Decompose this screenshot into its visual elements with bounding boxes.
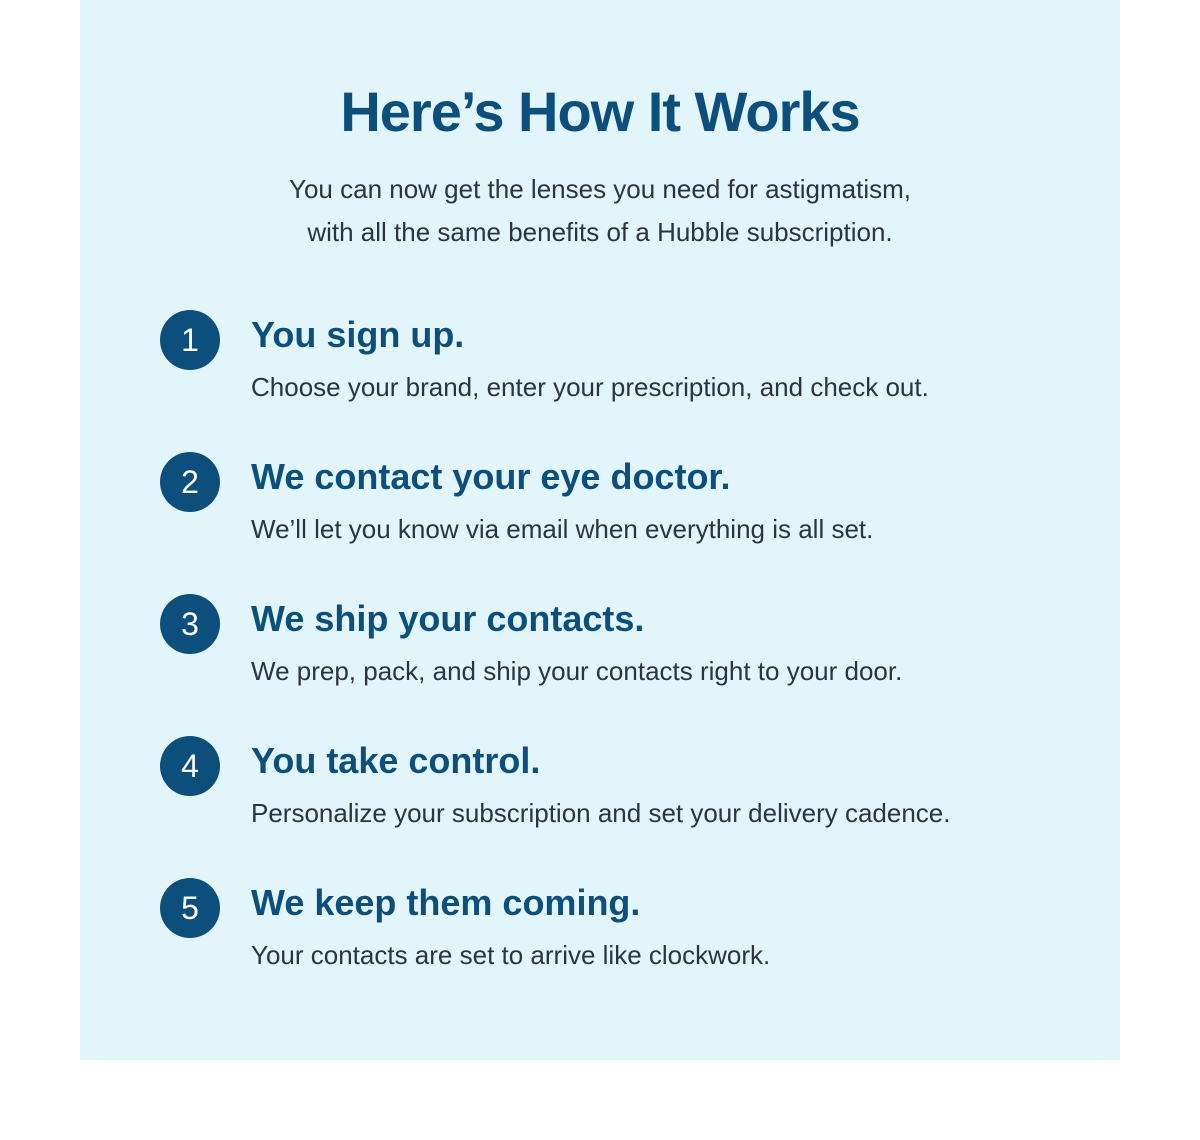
step-title: You take control. [251, 740, 541, 781]
step-description: We’ll let you know via email when everything is all set. [251, 514, 874, 544]
step-item [160, 310, 1080, 420]
step-title: We contact your eye doctor. [251, 456, 731, 497]
step-description: Your contacts are set to arrive like clockwork. [251, 940, 771, 970]
step-title: We ship your contacts. [251, 598, 645, 639]
step-item [160, 736, 1080, 846]
step-description: Choose your brand, enter your prescription, and check out. [251, 372, 929, 402]
subtitle-line: You can now get the lenses you need for astigmatism, [289, 174, 911, 204]
step-title: You sign up. [251, 314, 465, 355]
subtitle-line: with all the same benefits of a Hubble subscription. [307, 217, 893, 247]
step-title: We keep them coming. [251, 882, 641, 923]
step-description: Personalize your subscription and set your delivery cadence. [251, 798, 951, 828]
step-number-badge: 3 [160, 594, 220, 654]
step-description: We prep, pack, and ship your contacts right to your door. [251, 656, 903, 686]
step-item [160, 452, 1080, 562]
step-number-badge: 2 [160, 452, 220, 512]
step-item [160, 594, 1080, 704]
how-it-works-panel [80, 0, 1120, 1060]
step-number-badge: 4 [160, 736, 220, 796]
page-subtitle [80, 168, 1120, 254]
step-number-badge: 1 [160, 310, 220, 370]
page-title: Here’s How It Works [340, 80, 860, 143]
step-item [160, 878, 1080, 988]
step-number-badge: 5 [160, 878, 220, 938]
